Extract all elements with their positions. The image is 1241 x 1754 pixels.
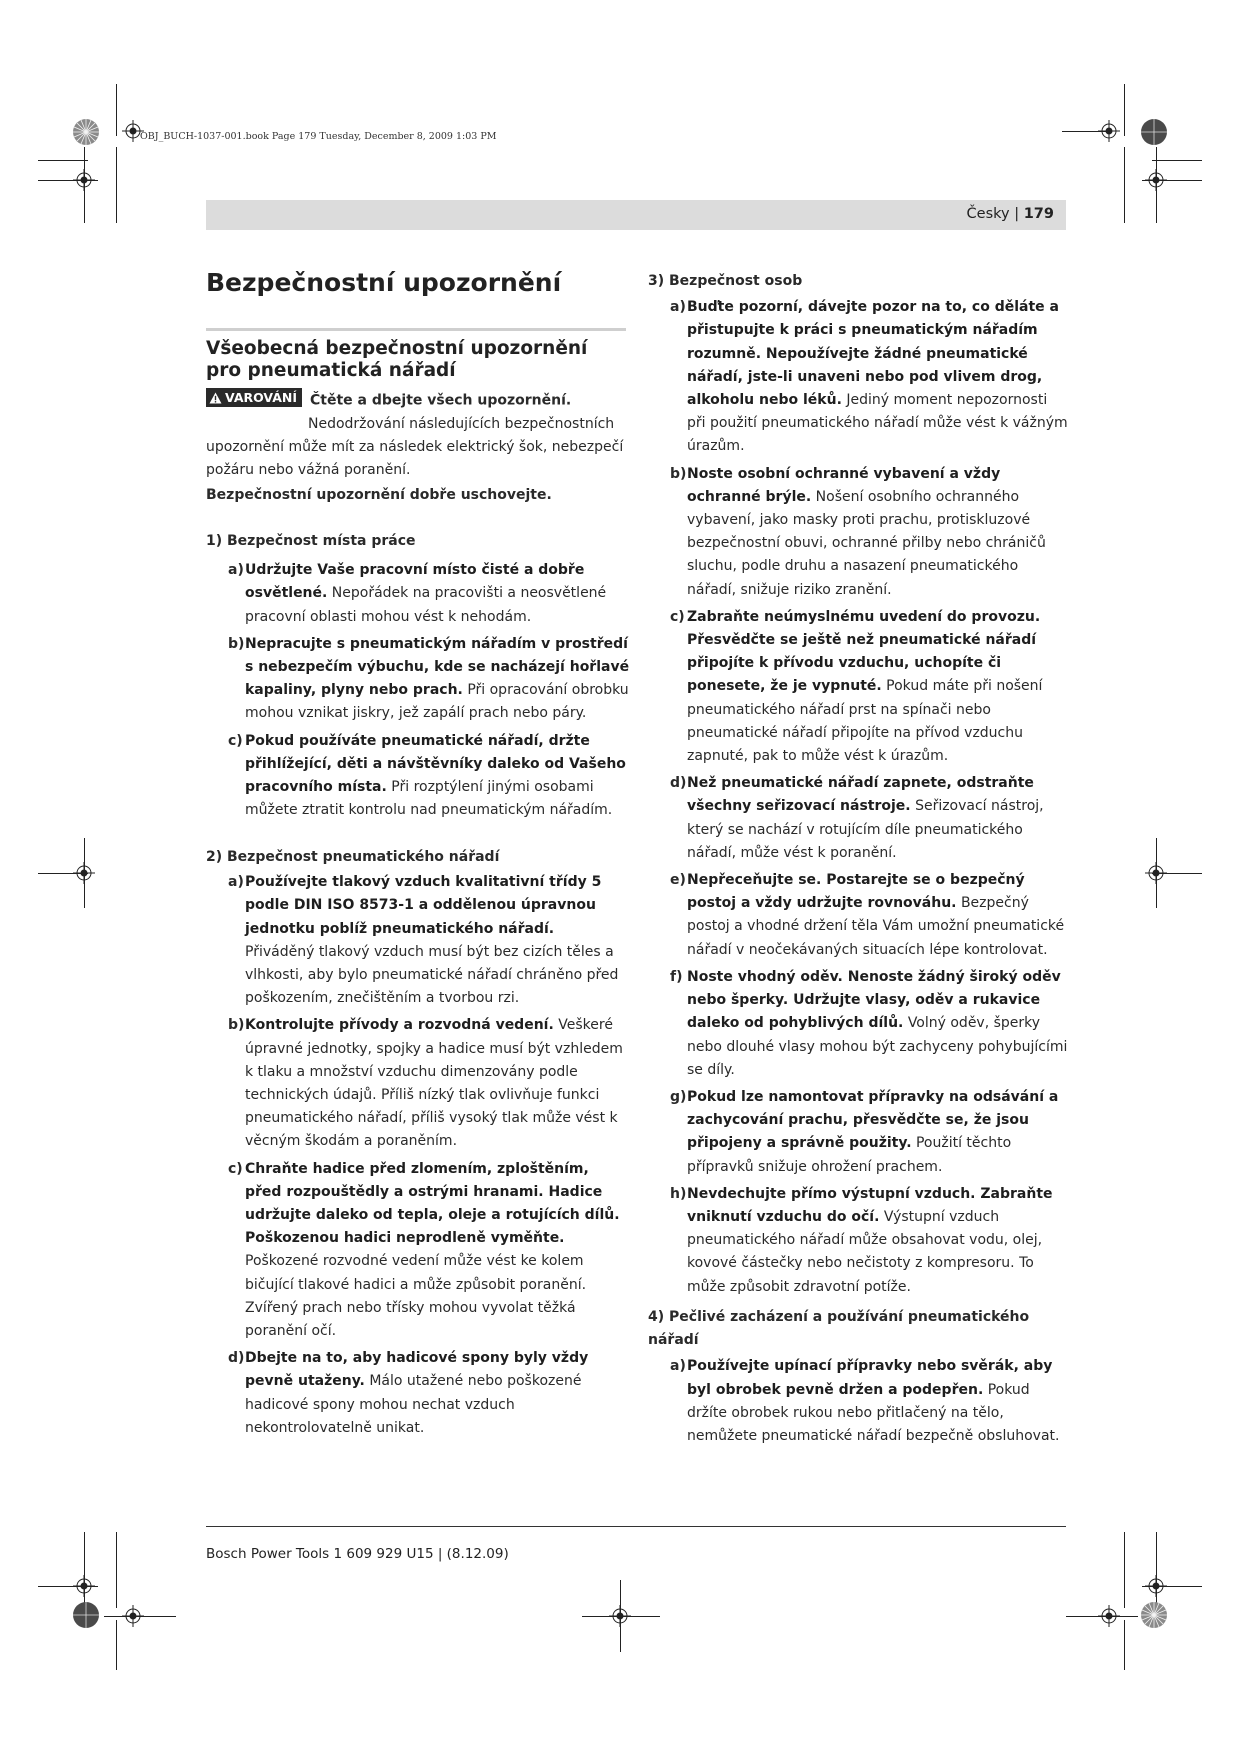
footer-divider <box>206 1526 1066 1527</box>
registration-mark-icon <box>609 1605 631 1627</box>
registration-mark-icon <box>1145 1575 1167 1597</box>
list-item: c) Zabraňte neúmyslnému uvedení do provozu. Přesvědčte se ještě než pneumatické nářadí připojíte k přívodu vzduchu, uchopíte či ponesete, že je vypnuté. Pokud máte při nošení pneumatického nářadí prst na spínači nebo pneumatické nářadí připojíte na přívod vzduchu zapnuté, pak to může vést k úrazům. <box>670 608 1043 765</box>
warning-text: Nedodržování následujících bezpečnostních upozornění může mít za následek elektrický šok, nebezpečí požáru nebo vážná poranění. <box>206 415 624 478</box>
keep-instructions <box>206 484 626 507</box>
page-title: Bezpečnostní upozornění <box>206 268 562 297</box>
page-footer: Bosch Power Tools 1 609 929 U15 | (8.12.09) <box>206 1546 509 1562</box>
book-info-line: OBJ_BUCH-1037-001.book Page 179 Tuesday, December 8, 2009 1:03 PM <box>140 131 497 142</box>
warning-triangle-icon <box>209 392 222 404</box>
color-target-icon <box>1140 118 1168 146</box>
list-item: a) Používejte tlakový vzduch kvalitativní třídy 5 podle DIN ISO 8573-1 a oddělenou úpravnou jednotku poblíž pneumatického nářadí. Přiváděný tlakový vzduch musí být bez cizích těles a vlhkosti, aby bylo pneumatické nářadí chráněno před poškozením, znečištěním a tvorbou rzi. <box>228 874 619 1007</box>
list-item: b) Nepracujte s pneumatickým nářadím v prostředí s nebezpečím výbuchu, kde se nacházejí hořlavé kapaliny, plyny nebo prach. Při opracování obrobku mohou vznikat jiskry, jež zapálí prach nebo páry. <box>228 635 630 722</box>
list-item: b) Noste osobní ochranné vybavení a vždy ochranné brýle. Nošení osobního ochranného vybavení, jako masky proti prachu, protiskluzové bezpečnostní obuvi, ochranné přilby nebo chráničů sluchu, podle druhu a nasazení pneumatického nářadí, snižuje riziko zranění. <box>670 465 1046 598</box>
section-heading: 4) Pečlivé zacházení a používání pneumatického nářadí <box>648 1309 1030 1349</box>
warning-badge <box>206 388 302 407</box>
registration-mark-icon <box>1145 862 1167 884</box>
color-target-icon <box>72 118 100 146</box>
registration-mark-icon <box>73 1575 95 1597</box>
list-item: e) Nepřeceňujte se. Postarejte se o bezpečný postoj a vždy udržujte rovnováhu. Bezpečný postoj a vhodné držení těla Vám umožní pneumatické nářadí v neočekávaných situacích lépe kontrolovat. <box>670 872 1065 958</box>
section-heading: 2) Bezpečnost pneumatického nářadí <box>206 849 500 865</box>
warning-paragraph <box>206 388 626 482</box>
section-workplace-safety <box>206 530 630 822</box>
list-item: f) Noste vhodný oděv. Nenoste žádný široký oděv nebo šperky. Udržujte vlasy, oděv a rukavice daleko od pohyblivých dílů. Volný oděv, šperky nebo dlouhé vlasy mohou být zachyceny pohybujícími se díly. <box>670 968 1068 1078</box>
page-number: 179 <box>1023 206 1054 222</box>
warning-badge-label: VAROVÁNÍ <box>225 390 298 405</box>
warning-heading: Čtěte a dbejte všech upozornění. <box>310 392 572 409</box>
language-label: Česky <box>966 206 1010 222</box>
color-target-icon <box>72 1601 100 1629</box>
keep-note: Bezpečnostní upozornění dobře uschovejte. <box>206 487 552 503</box>
registration-mark-icon <box>73 862 95 884</box>
registration-mark-icon <box>1098 120 1120 142</box>
header-separator: | <box>1009 206 1024 222</box>
registration-mark-icon <box>73 169 95 191</box>
list-item: b) Kontrolujte přívody a rozvodná vedení. Veškeré úpravné jednotky, spojky a hadice musí být vzhledem k tlaku a množství vzduchu dimenzovány podle technických údajů. Příliš nízký tlak ovlivňuje funkci pneumatického nářadí, příliš vysoký tlak může vést k věcným škodám a poraněním. <box>228 1017 623 1150</box>
section-pneumatic-tool-safety <box>206 846 626 1440</box>
list-item: a) Udržujte Vaše pracovní místo čisté a dobře osvětlené. Nepořádek na pracovišti a neosvětlené pracovní oblasti mohou vést k nehodám. <box>228 562 607 625</box>
page-header <box>967 206 1054 222</box>
list-item: h) Nevdechujte přímo výstupní vzduch. Zabraňte vniknutí vzduchu do očí. Výstupní vzduch pneumatického nářadí může obsahovat vodu, olej, kovové částečky nebo nečistoty z kompresoru. To může způsobit zdravotní potíže. <box>670 1185 1053 1295</box>
registration-mark-icon <box>1098 1605 1120 1627</box>
list-item: a) Používejte upínací přípravky nebo svěrák, aby byl obrobek pevně držen a podepřen. Pokud držíte obrobek rukou nebo přitlačený na tělo, nemůžete pneumatické nářadí bezpečně obsluhovat. <box>670 1358 1060 1445</box>
list-item: d) Než pneumatické nářadí zapnete, odstraňte všechny seřizovací nástroje. Seřizovací nástroj, který se nachází v rotujícím díle pneumatického nářadí, může vést k poranění. <box>670 775 1044 861</box>
list-item: g) Pokud lze namontovat přípravky na odsávání a zachycování prachu, přesvědčte se, že jsou připojeny a správně použity. Použití těchto přípravků snižuje ohrožení prachem. <box>670 1088 1059 1175</box>
color-target-icon <box>1140 1601 1168 1629</box>
section-heading: 3) Bezpečnost osob <box>648 273 803 289</box>
section-careful-handling <box>648 1306 1068 1448</box>
section-heading: 1) Bezpečnost místa práce <box>206 533 416 549</box>
list-item: c) Pokud používáte pneumatické nářadí, držte přihlížející, děti a návštěvníky daleko od Vašeho pracovního místa. Při rozptýlení jinými osobami můžete ztratit kontrolu nad pneumatickým nářadím. <box>228 732 626 819</box>
registration-mark-icon <box>122 1605 144 1627</box>
registration-mark-icon <box>1145 169 1167 191</box>
section-divider <box>206 328 626 331</box>
list-item: c) Chraňte hadice před zlomením, zploštěním, před rozpouštědly a ostrými hranami. Hadice udržujte daleko od tepla, oleje a rotujících dílů. Poškozenou hadici neprodleně vyměňte. Poškozené rozvodné vedení může vést ke kolem bičující tlakové hadici a může způsobit poranění. Zvířený prach nebo třísky mohou vyvolat těžká poranění očí. <box>228 1160 620 1340</box>
list-item: a) Buďte pozorní, dávejte pozor na to, co děláte a přistupujte k práci s pneumatickým nářadím rozumně. Nepoužívejte žádné pneumatické nářadí, jste-li unaveni nebo pod vlivem drog, alkoholu nebo léků. Jediný moment nepozornosti při použití pneumatického nářadí může vést k vážným úrazům. <box>670 299 1068 455</box>
section-subtitle: Všeobecná bezpečnostní upozornění pro pneumatická nářadí <box>206 338 588 381</box>
page-header-bar <box>206 200 1066 230</box>
section-personal-safety <box>648 270 1068 1299</box>
list-item: d) Dbejte na to, aby hadicové spony byly vždy pevně utaženy. Málo utažené nebo poškozené hadicové spony mohou nechat vzduch nekontrolovatelně unikat. <box>228 1350 589 1436</box>
